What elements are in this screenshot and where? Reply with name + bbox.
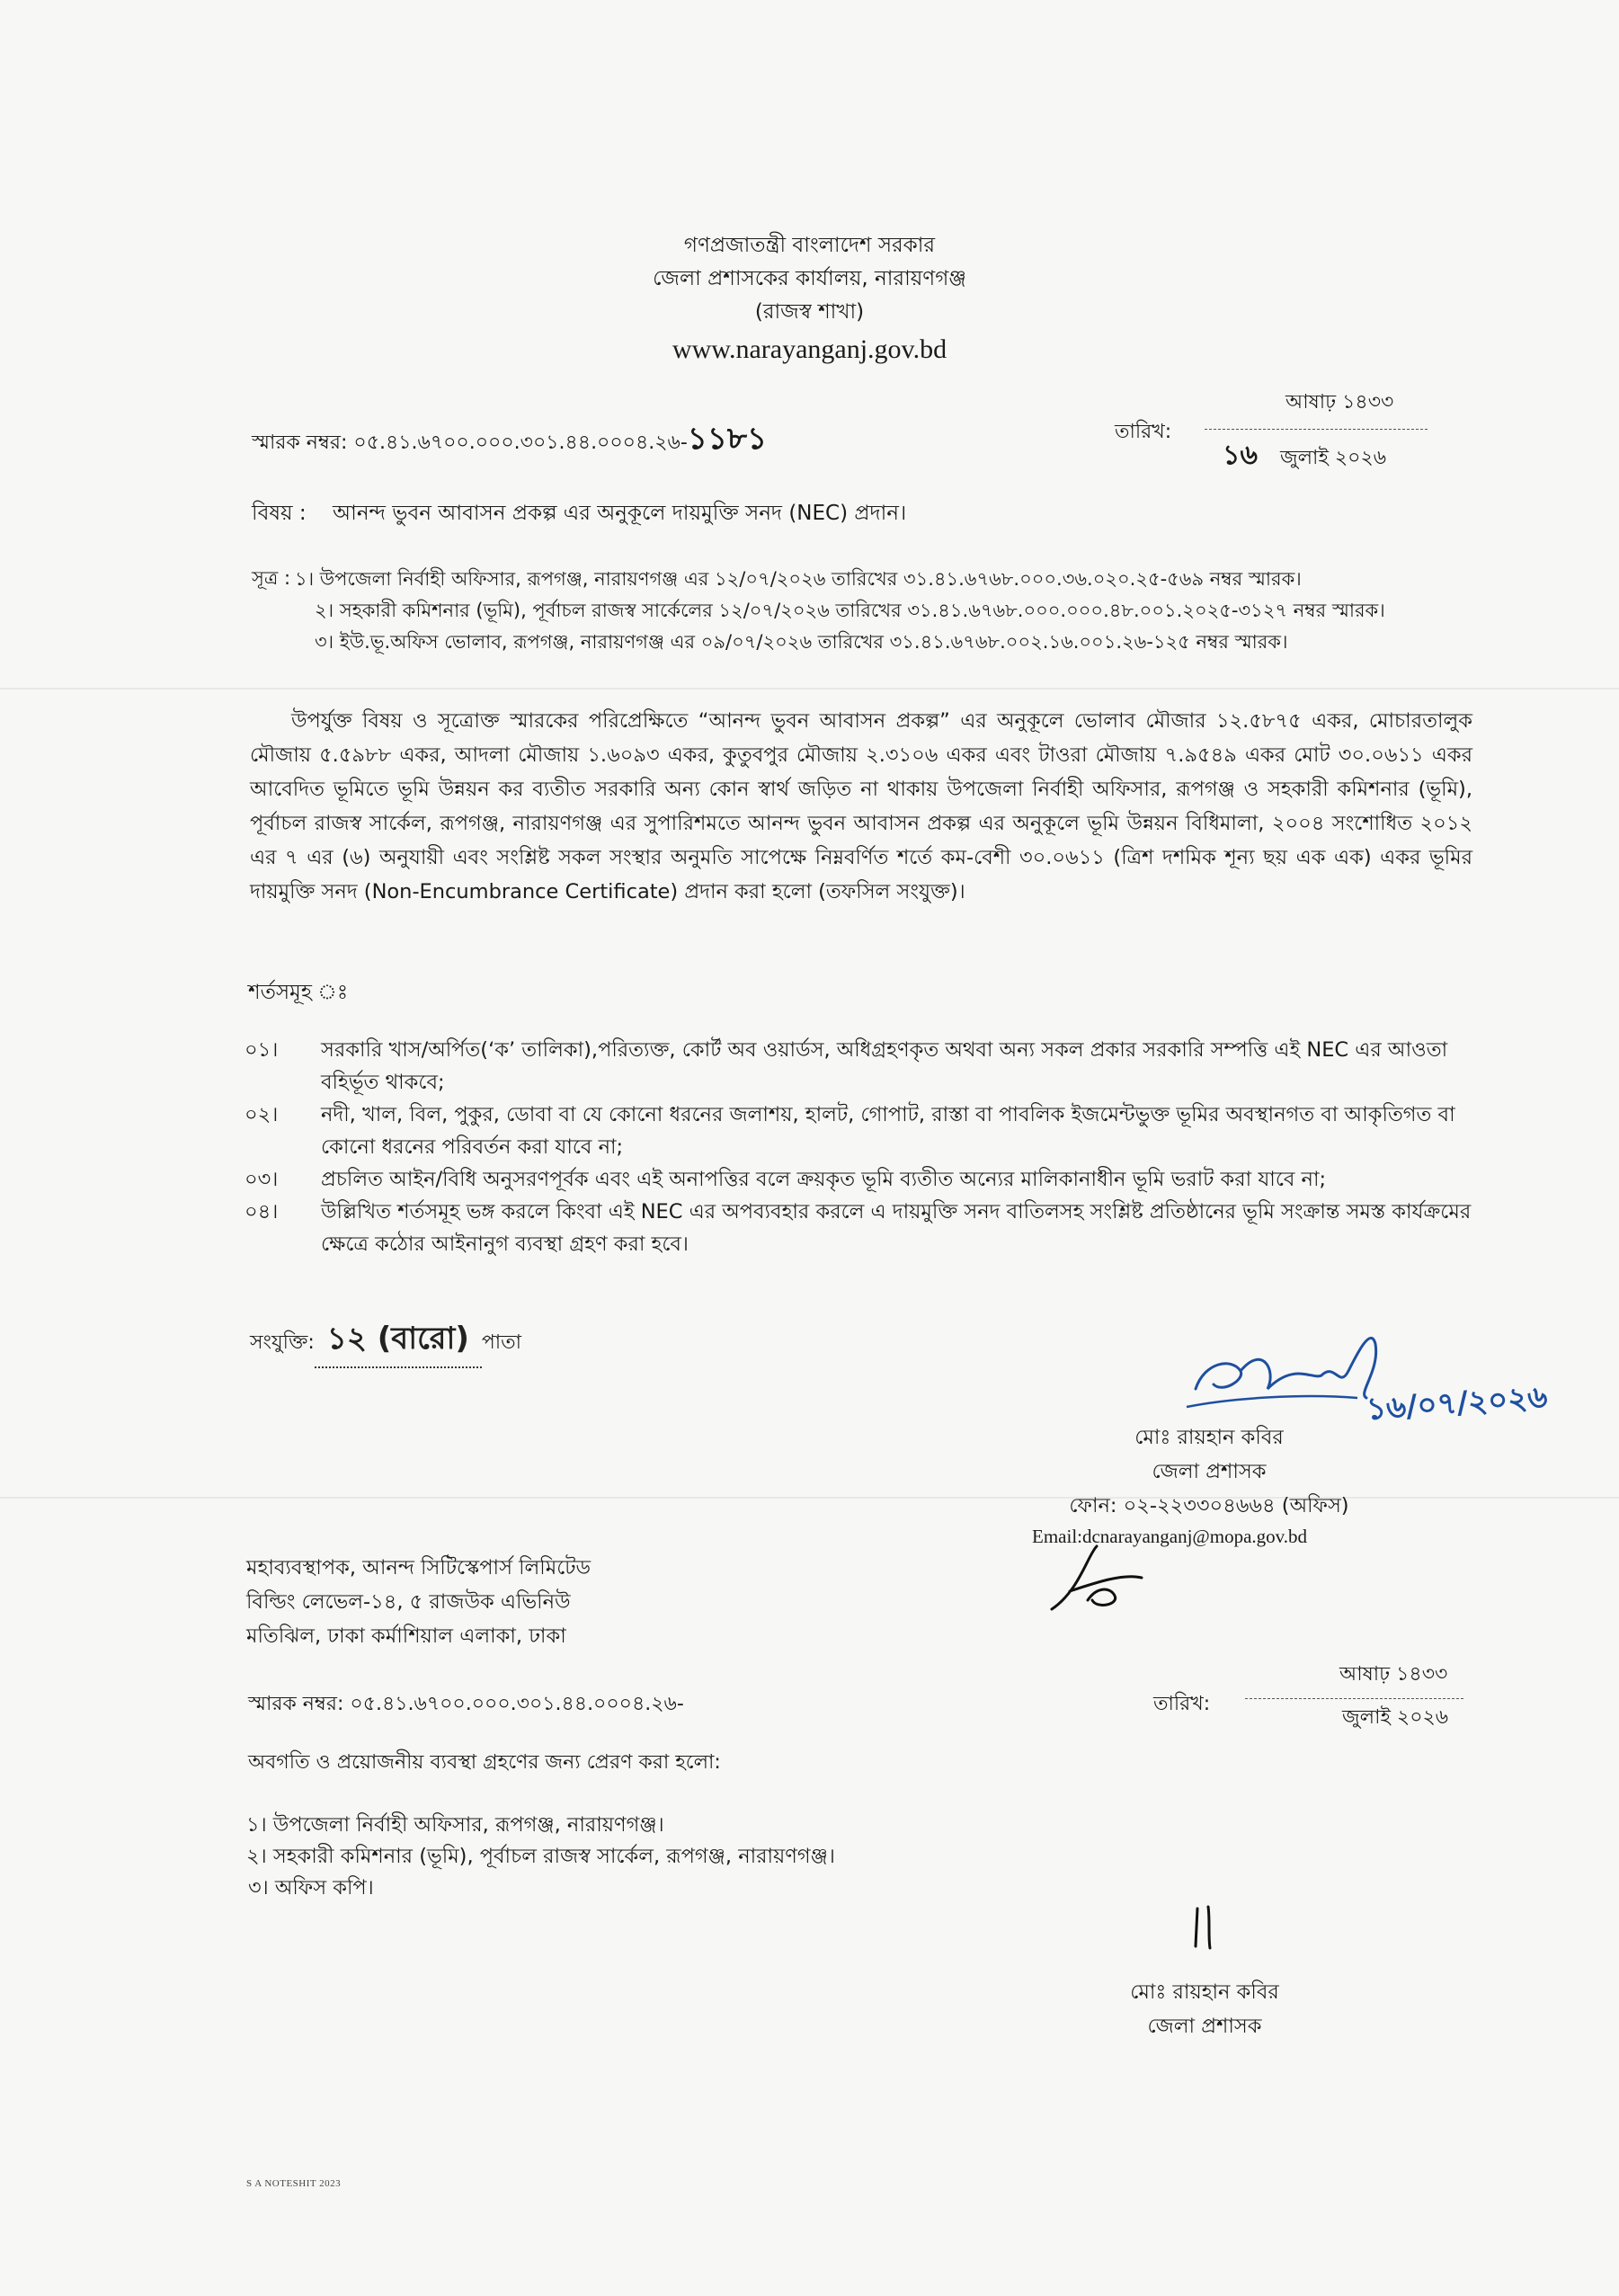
- memo-number-2: স্মারক নম্বর: ০৫.৪১.৬৭০০.০০০.৩০১.৪৪.০০০৪.২৬-: [248, 1693, 684, 1715]
- signature-mark-2: [1187, 1901, 1223, 1955]
- condition-item: [245, 1034, 1485, 1099]
- attachment-suffix: পাতা: [481, 1331, 522, 1354]
- condition-text: প্রচলিত আইন/বিধি অনুসরণপূর্বক এবং এই অনাপত্তির বলে ক্রয়কৃত ভূমি ব্যতীত অন্যের মালিকানাধীন ভূমি ভরাট করা যাবে না;: [321, 1168, 1327, 1191]
- office-name: জেলা প্রশাসকের কার্যালয়, নারায়ণগঞ্জ: [653, 267, 966, 290]
- signatory-block-2: [1070, 1975, 1339, 2043]
- recipient-line: মতিঝিল, ঢাকা কর্মাশিয়াল এলাকা, ঢাকা: [246, 1624, 566, 1648]
- english-date-1: [1223, 433, 1386, 479]
- signatory-block-1: [1052, 1420, 1366, 1523]
- date-label-1: তারিখ:: [1115, 421, 1172, 443]
- condition-number: ০১।: [245, 1038, 279, 1062]
- bangla-date-2: আষাঢ় ১৪৩৩: [1339, 1663, 1448, 1686]
- reference-item: ৩। ইউ.ভূ.অফিস ভোলাব, রূপগঞ্জ, নারায়ণগঞ্জ এর ০৯/০৭/২০২৬ তারিখের ৩১.৪১.৬৭৬৮.০০২.১৬.০০১.২৬-১২৫ নম্বর স্মারক।: [315, 631, 1288, 653]
- signatory-name: মোঃ রায়হান কবির: [1130, 1980, 1279, 2004]
- reference-label: সূত্র :: [252, 567, 291, 589]
- signature-date: ১৬/০৭/২০২৬: [1365, 1379, 1549, 1428]
- govt-name: গণপ্রজাতন্ত্রী বাংলাদেশ সরকার: [683, 234, 936, 257]
- signatory-email[interactable]: Email:dcnarayanganj@mopa.gov.bd: [1032, 1526, 1308, 1547]
- forward-list: [246, 1810, 835, 1904]
- condition-item: [245, 1099, 1485, 1163]
- letterhead: [0, 229, 1619, 370]
- conditions-list: [245, 1034, 1485, 1260]
- condition-item: [245, 1163, 1485, 1196]
- paper-fold: [0, 688, 1619, 690]
- forward-item: ২। সহকারী কমিশনার (ভূমি), পূর্বাচল রাজস্ব সার্কেল, রূপগঞ্জ, নারায়ণগঞ্জ।: [246, 1845, 835, 1868]
- handwritten-memo-number: ১১৮১: [687, 421, 768, 457]
- signatory-phone: ফোন: ০২-২২৩৩০৪৬৬৪ (অফিস): [1069, 1494, 1349, 1517]
- handwritten-page-count: ১২ (বারো): [326, 1321, 469, 1357]
- reference-item: ২। সহকারী কমিশনার (ভূমি), পূর্বাচল রাজস্ব সার্কেলের ১২/০৭/২০২৬ তারিখের ৩১.৪১.৬৭৬৮.০০০.০০০.৪৮.০০১.২০২৫-৩১২৭ নম্বর স্মারক।: [315, 600, 1385, 621]
- condition-text: সরকারি খাস/অর্পিত(‘ক’ তালিকা),পরিত্যক্ত, কোর্ট অব ওয়ার্ডস, অধিগ্রহণকৃত অথবা অন্য সকল প্রকার সরকারি সম্পত্তি এই NEC এর আওতা বহির্ভূত থাকবে;: [321, 1038, 1448, 1094]
- condition-number: ০৩।: [245, 1168, 279, 1191]
- website-url[interactable]: www.narayanganj.gov.bd: [672, 334, 947, 364]
- subject-text: আনন্দ ভুবন আবাসন প্রকল্প এর অনুকূলে দায়মুক্তি সনদ (NEC) প্রদান।: [332, 502, 907, 525]
- body-paragraph: উপর্যুক্ত বিষয় ও সূত্রোক্ত স্মারকের পরিপ্রেক্ষিতে “আনন্দ ভুবন আবাসন প্রকল্প” এর অনুকূলে ভোলাব মৌজার ১২.৫৮৭৫ একর, মোচারতালুক মৌজায় ৫.৫৯৮৮ একর, আদলা মৌজায় ১.৬০৯৩ একর, কুতুবপুর মৌজায় ২.৩১০৬ একর এবং টাওরা মৌজায় ৭.৯৫৪৯ একর মোট ৩০.০৬১১ একর আবেদিত ভূমিতে ভূমি উন্নয়ন কর ব্যতীত সরকারি অন্য কোন স্বার্থ জড়িত না থাকায় উপজেলা নির্বাহী অফিসার, রূপগঞ্জ ও সহকারী কমিশনার (ভূমি), পূর্বাচল রাজস্ব সার্কেল, রূপগঞ্জ, নারায়ণগঞ্জ এর সুপারিশমতে আনন্দ ভুবন আবাসন প্রকল্প এর অনুকূলে ভূমি উন্নয়ন বিধিমালা, ২০০৪ সংশোধিত ২০১২ এর ৭ এর (৬) অনুযায়ী এবং সংশ্লিষ্ট সকল সংস্থার অনুমতি সাপেক্ষে নিম্নবর্ণিত শর্তে কম-বেশী ৩০.০৬১১ (ত্রিশ দশমিক শূন্য ছয় এক এক) একর ভূমির দায়মুক্তি সনদ (Non-Encumbrance Certificate) প্রদান করা হলো (তফসিল সংযুক্ত)।: [250, 709, 1472, 903]
- signatory-name: মোঃ রায়হান কবির: [1134, 1426, 1284, 1449]
- date-divider: [1205, 429, 1428, 430]
- forward-intro: অবগতি ও প্রয়োজনীয় ব্যবস্থা গ্রহণের জন্য প্রেরণ করা হলো:: [248, 1751, 721, 1774]
- memo-number-label: স্মারক নম্বর: ০৫.৪১.৬৭০০.০০০.৩০১.৪৪.০০০৪.২৬-: [252, 432, 688, 454]
- subject-line: [252, 496, 906, 531]
- recipient-address: [246, 1551, 591, 1653]
- bangla-date-1: আষাঢ় ১৪৩৩: [1285, 391, 1394, 414]
- attachment-count: [315, 1315, 482, 1368]
- date-divider: [1245, 1698, 1463, 1699]
- handwritten-day: ১৬: [1223, 440, 1258, 471]
- attachment-label: সংযুক্তি:: [250, 1331, 315, 1354]
- recipient-line: বিল্ডিং লেভেল-১৪, ৫ রাজউক এভিনিউ: [246, 1590, 571, 1614]
- reference-item: ১। উপজেলা নির্বাহী অফিসার, রূপগঞ্জ, নারায়ণগঞ্জ এর ১২/০৭/২০২৬ তারিখের ৩১.৪১.৬৭৬৮.০০০.৩৬.০২০.২৫-৫৬৯ নম্বর স্মারক।: [295, 568, 1302, 590]
- conditions-heading: শর্তসমূহ ঃ: [248, 981, 349, 1004]
- forward-item: ৩। অফিস কপি।: [248, 1876, 374, 1900]
- reference-list: [295, 564, 1385, 658]
- initial-mark: [1043, 1537, 1151, 1618]
- english-date-2: জুলাই ২০২৬: [1342, 1706, 1449, 1729]
- condition-text: উল্লিখিত শর্তসমূহ ভঙ্গ করলে কিংবা এই NEC এর অপব্যবহার করলে এ দায়মুক্তি সনদ বাতিলসহ সংশ্লিষ্ট প্রতিষ্ঠানের ভূমি সংক্রান্ত সমস্ত কার্যক্রমের ক্ষেত্রে কঠোর আইনানুগ ব্যবস্থা গ্রহণ করা হবে।: [321, 1200, 1472, 1256]
- signatory-designation: জেলা প্রশাসক: [1147, 2015, 1262, 2038]
- signatory-designation: জেলা প্রশাসক: [1152, 1460, 1267, 1483]
- condition-item: [245, 1196, 1485, 1260]
- condition-number: ০২।: [245, 1103, 279, 1126]
- attachment-line: [250, 1315, 521, 1368]
- recipient-line: মহাব্যবস্থাপক, আনন্দ সিটিস্কেপার্স লিমিটেড: [246, 1556, 592, 1580]
- footer-note: S A NOTESHIT 2023: [246, 2178, 342, 2189]
- paper-fold: [0, 1497, 1619, 1499]
- date-label-2: তারিখ:: [1153, 1693, 1211, 1715]
- condition-text: নদী, খাল, বিল, পুকুর, ডোবা বা যে কোনো ধরনের জলাশয়, হালট, গোপাট, রাস্তা বা পাবলিক ইজমেন্টভুক্ত ভূমির অবস্থানগত বা আকৃতিগত বা কোনো ধরনের পরিবর্তন করা যাবে না;: [321, 1103, 1455, 1159]
- month-year: জুলাই ২০২৬: [1279, 447, 1387, 469]
- memo-number-1: [252, 415, 767, 467]
- forward-item: ১। উপজেলা নির্বাহী অফিসার, রূপগঞ্জ, নারায়ণগঞ্জ।: [246, 1813, 664, 1837]
- subject-label: বিষয় :: [252, 502, 307, 525]
- condition-number: ০৪।: [245, 1200, 279, 1224]
- branch-name: (রাজস্ব শাখা): [754, 300, 865, 324]
